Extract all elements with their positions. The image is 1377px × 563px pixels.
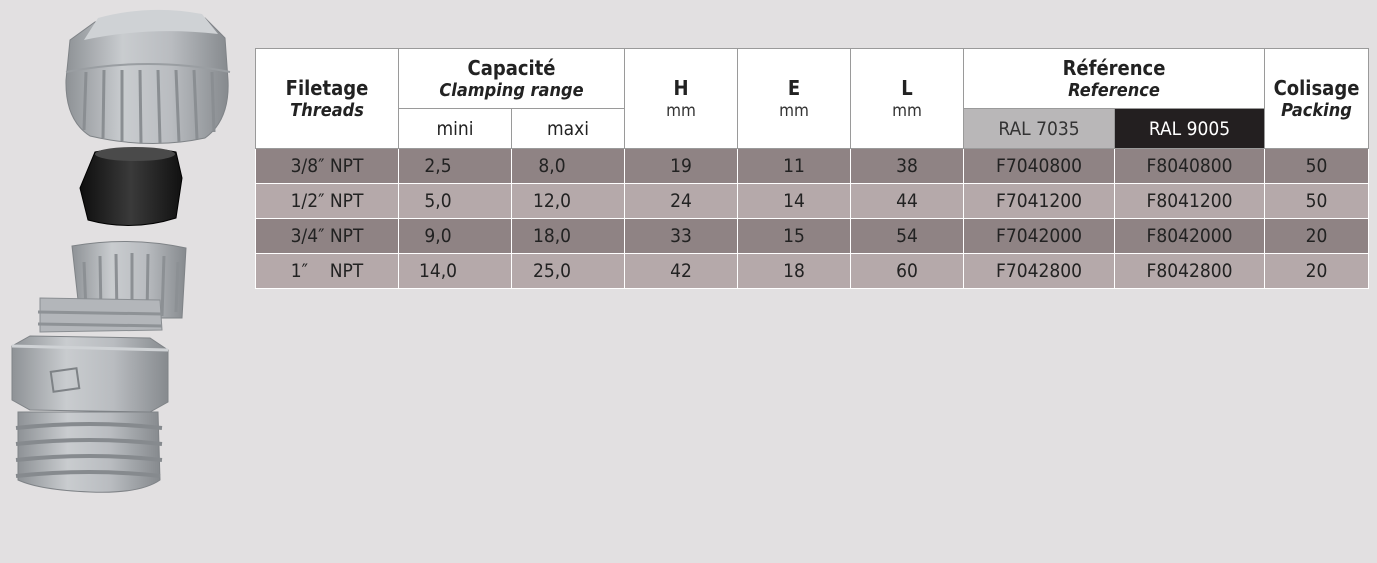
packing-cell: 20 (1265, 254, 1369, 289)
packing-header (1265, 49, 1369, 149)
product-spec-table (255, 48, 1369, 289)
reference-header-title: Référence (1062, 55, 1166, 80)
maxi-cell: 8,0 (512, 149, 625, 184)
e-cell: 15 (738, 219, 851, 254)
ref-7035-cell: F7040800 (964, 149, 1115, 184)
packing-cell: 50 (1265, 184, 1369, 219)
maxi-cell: 25,0 (512, 254, 625, 289)
threads-header-subtitle: Threads (290, 99, 364, 121)
e-header-title: E (787, 75, 801, 100)
threads-header-title: Filetage (285, 75, 369, 100)
l-cell: 38 (851, 149, 964, 184)
packing-header-title: Colisage (1273, 75, 1360, 100)
h-cell: 19 (625, 149, 738, 184)
packing-header-subtitle: Packing (1281, 99, 1352, 121)
thread-cell: 1″ NPT (256, 254, 399, 289)
h-header-unit: mm (666, 100, 696, 121)
capacity-maxi-header: maxi (512, 109, 625, 149)
thread-cell: 1/2″ NPT (256, 184, 399, 219)
table-row (256, 219, 1369, 254)
threads-header (256, 49, 399, 149)
e-cell: 11 (738, 149, 851, 184)
reference-header (964, 49, 1265, 109)
mini-cell: 14,0 (399, 254, 512, 289)
gland-body-part (12, 241, 186, 492)
e-header-unit: mm (779, 100, 809, 121)
packing-cell: 50 (1265, 149, 1369, 184)
table-row (256, 149, 1369, 184)
cable-gland-illustration (0, 0, 250, 563)
e-cell: 14 (738, 184, 851, 219)
h-cell: 24 (625, 184, 738, 219)
l-header (851, 49, 964, 149)
l-header-unit: mm (892, 100, 922, 121)
table-row (256, 254, 1369, 289)
capacity-header-subtitle: Clamping range (439, 79, 584, 101)
ref-9005-cell: F8042800 (1115, 254, 1265, 289)
ref-7035-cell: F7041200 (964, 184, 1115, 219)
h-header (625, 49, 738, 149)
ref-9005-cell: F8040800 (1115, 149, 1265, 184)
ref-9005-cell: F8041200 (1115, 184, 1265, 219)
mini-cell: 2,5 (399, 149, 512, 184)
thread-cell: 3/4″ NPT (256, 219, 399, 254)
maxi-cell: 12,0 (512, 184, 625, 219)
maxi-cell: 18,0 (512, 219, 625, 254)
e-header (738, 49, 851, 149)
h-header-title: H (673, 75, 689, 100)
l-cell: 54 (851, 219, 964, 254)
ref-7035-cell: F7042800 (964, 254, 1115, 289)
reference-header-subtitle: Reference (1068, 79, 1160, 101)
h-cell: 33 (625, 219, 738, 254)
l-cell: 44 (851, 184, 964, 219)
ral-7035-header: RAL 7035 (964, 109, 1115, 149)
mini-cell: 5,0 (399, 184, 512, 219)
l-cell: 60 (851, 254, 964, 289)
thread-cell: 3/8″ NPT (256, 149, 399, 184)
ral-9005-header: RAL 9005 (1115, 109, 1265, 149)
capacity-header (399, 49, 625, 109)
mini-cell: 9,0 (399, 219, 512, 254)
seal-insert-part (80, 147, 182, 226)
packing-cell: 20 (1265, 219, 1369, 254)
capacity-header-title: Capacité (467, 55, 556, 80)
capacity-mini-header: mini (399, 109, 512, 149)
ref-9005-cell: F8042000 (1115, 219, 1265, 254)
l-header-title: L (901, 75, 913, 100)
ref-7035-cell: F7042000 (964, 219, 1115, 254)
table-row (256, 184, 1369, 219)
cap-nut-part (66, 10, 230, 144)
e-cell: 18 (738, 254, 851, 289)
h-cell: 42 (625, 254, 738, 289)
